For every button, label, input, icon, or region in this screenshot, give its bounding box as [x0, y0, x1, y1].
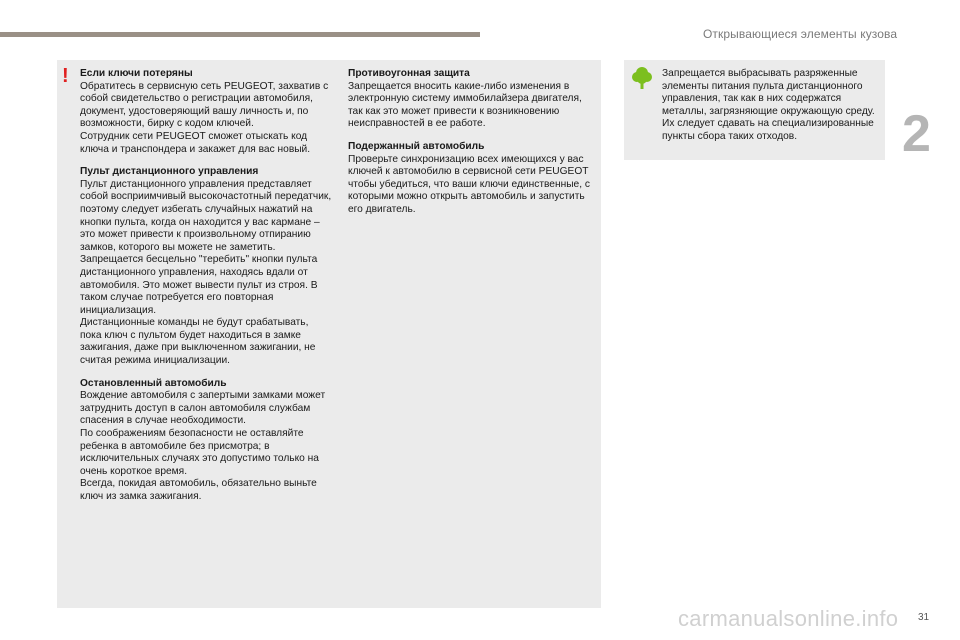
- paragraph: Дистанционные команды не будут срабатывать, пока ключ с пультом будет находиться в замке зажигания, даже при выключенном зажигании, не считая режима инициализации.: [80, 317, 316, 367]
- section-battery-disposal: [662, 68, 880, 144]
- paragraph: Вождение автомобиля с запертыми замками может затруднить доступ в салон автомобиля службам спасения в случае необходимости.: [80, 390, 326, 427]
- section-anti-theft: [348, 68, 596, 131]
- section-parked-vehicle: [80, 378, 332, 504]
- page-header-title: Открывающиеся элементы кузова: [703, 27, 898, 41]
- paragraph: Запрещается вносить какие-либо изменения в электронную систему иммобилайзера двигателя, так как это может привести к возникновению неисправностей в ее работе.: [348, 80, 582, 130]
- paragraph: Пульт дистанционного управления представляет собой восприимчивый высокочастотный передатчик, поэтому следует избегать случайных нажатий на кнопки пульта, когда он находится у вас кармане – это может привести к произвольному отпиранию замков, которого вы можете не заметить.: [80, 178, 332, 253]
- section-title: Подержанный автомобиль: [348, 140, 485, 152]
- column-middle: [348, 68, 596, 227]
- section-title: Противоугонная защита: [348, 68, 470, 79]
- warning-icon: !: [62, 65, 69, 87]
- tree-icon: [631, 66, 653, 90]
- paragraph: Запрещается бесцельно "теребить" кнопки пульта дистанционного управления, находясь вдали от автомобиля. Это может вывести пульт из строя. В таком случае потребуется его повторная инициализация.: [80, 254, 318, 316]
- column-left: [80, 68, 332, 514]
- section-lost-keys: [80, 68, 332, 156]
- section-title: Остановленный автомобиль: [80, 377, 227, 389]
- column-right: [662, 68, 880, 154]
- page-number: 31: [918, 612, 930, 623]
- section-used-vehicle: [348, 141, 596, 217]
- paragraph: Проверьте синхронизацию всех имеющихся у вас ключей к автомобилю в сервисной сети PEUGEOT чтобы убедиться, что ваши ключи единственные, с которыми можно открыть автомобиль и запустить его двигатель.: [348, 153, 590, 215]
- paragraph: Сотрудник сети PEUGEOT сможет отыскать код ключа и транспондера и закажет для вас новый.: [80, 130, 311, 155]
- section-title: Пульт дистанционного управления: [80, 166, 259, 178]
- chapter-number: 2: [902, 105, 931, 163]
- paragraph: Всегда, покидая автомобиль, обязательно выньте ключ из замка зажигания.: [80, 478, 317, 502]
- paragraph: Запрещается выбрасывать разряженные элементы питания пульта дистанционного управления, так как в них содержатся металлы, загрязняющие окружающую среду.: [662, 68, 875, 117]
- header-rule: [0, 32, 480, 37]
- watermark: carmanualsonline.info: [678, 606, 899, 631]
- section-title: Если ключи потеряны: [80, 68, 193, 79]
- section-remote-control: [80, 166, 332, 368]
- paragraph: Их следует сдавать на специализированные пункты сбора таких отходов.: [662, 118, 874, 142]
- paragraph: По соображениям безопасности не оставляйте ребенка в автомобиле без присмотра; в исключительных случаях это допустимо только на очень короткое время.: [80, 428, 319, 477]
- paragraph: Обратитесь в сервисную сеть PEUGEOT, захватив с собой свидетельство о регистрации автомобиля, документ, удостоверяющий вашу личность и, по возможности, бирку с кодом ключей.: [80, 80, 329, 130]
